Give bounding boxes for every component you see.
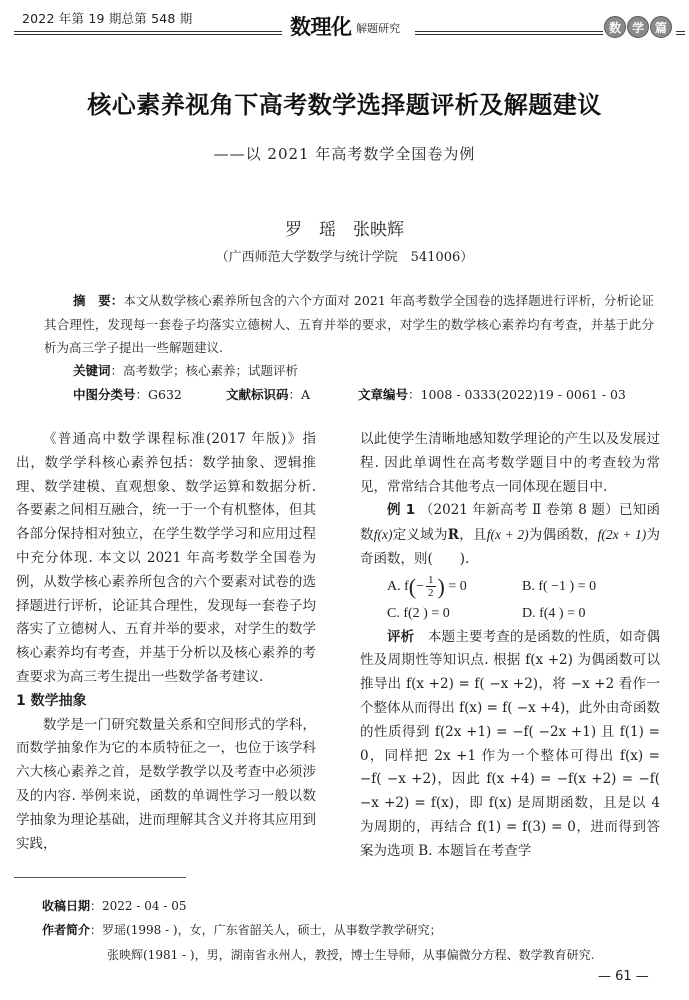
- clc-label: 中图分类号: [73, 387, 136, 402]
- intro-paragraph: 《普通高中数学课程标准(2017 年版)》指出，数学学科核心素养包括：数学抽象、逻辑推理、数学建模、直观想象、数学运算和数据分析. 各要素之间相互融合，统一于一个有机整体，但其各部分保持相对独立，在学生数学学习和应用过程中充分体现. 本文以 2021 年高考数学全国卷为例，从数学核心素养所包含的六个要素对试卷的选择题进行评析，论证其合理性，发现每一套卷子均落实了立德树人、五育并举的要求，对学生的数学核心素养均有考查，并基于分析以及核心素养的考查要求为高三考生提出一些数学备考建议.: [16, 431, 316, 685]
- left-column: [16, 428, 316, 856]
- keywords: 关键词：高考数学；核心素养；试题评析: [73, 363, 299, 378]
- right-column: [360, 428, 660, 864]
- continuation-paragraph: 以此使学生清晰地感知数学理论的产生以及发展过程. 因此单调性在高考数学题目中的考查较为常见，常常结合其他考点一同体现在题目中.: [360, 431, 660, 495]
- analysis-paragraph: [360, 626, 660, 864]
- clc-number: 中图分类号：G632: [73, 387, 182, 402]
- bio-label: 作者简介: [42, 923, 91, 937]
- abstract-label: 摘 要: [73, 293, 111, 308]
- page-number: — 61 —: [598, 969, 649, 984]
- analysis-label: 评析: [387, 628, 415, 645]
- article-subtitle: ——以 2021 年高考数学全国卷为例: [213, 145, 476, 163]
- badge-xue-icon: 学: [627, 16, 649, 38]
- option-d: D. f(4 ) = 0: [522, 605, 586, 621]
- fraction: $\frac{1}{2}$: [428, 574, 434, 600]
- section-badges: [604, 16, 672, 38]
- option-b: B. f( −1 ) = 0: [522, 578, 597, 594]
- journal-section: 解题研究: [356, 22, 400, 35]
- real-numbers-symbol: R: [447, 527, 460, 544]
- analysis-text: 本题主要考查的是函数的性质，如奇偶性及周期性等知识点. 根据 f(x +2) 为偶函数可以推导出 f(x +2) = f( −x +2)，将 −x +2 看作一个整体从而得出 f(x) = f( −x +4)，此外由奇函数的性质得到 f(2x +1) = −f( −2x +1) 且 f(1) = 0，同样把 2x +1 作为一个整体可得出 f(x) = −f( −x +2)，因此 f(x +4) = −f(x +2) = −f( −x +2) = f(x)，即 f(x) 是周期函数，且是以 4 为周期的，再结合 f(1) = f(3) = 0，进而得到答案为选项 B. 本题旨在考查学: [360, 628, 661, 859]
- example-label: 例 1: [387, 502, 416, 519]
- abstract-text: 本文从数学核心素养所包含的六个方面对 2021 年高考数学全国卷的选择题进行评析，分析论证其合理性，发现每一套卷子均落实立德树人、五育并举的要求，对学生的数学核心素养均有考查，并基于此分析为高三学子提出一些解题建议.: [44, 293, 654, 355]
- clc-value: G632: [148, 387, 182, 402]
- article-number: 文章编号：1008 - 0333(2022)19 - 0061 - 03: [358, 387, 626, 402]
- received-label: 收稿日期: [42, 899, 91, 913]
- author-bio-1: [42, 921, 442, 938]
- journal-brand: 数理化: [290, 15, 352, 39]
- doc-code-value: A: [301, 387, 311, 402]
- article-authors: 罗 瑶 张映辉: [285, 220, 404, 240]
- badge-pian-icon: 篇: [650, 16, 672, 38]
- issue-info: 2022 年第 19 期总第 548 期: [22, 11, 193, 26]
- keywords-value: 高考数学；核心素养；试题评析: [123, 363, 299, 378]
- option-a: A. f(− $\frac{1}{2}$ ) = 0: [387, 573, 467, 600]
- example-source: （2021 年新高考 Ⅱ 卷第 8 题）已知函数: [360, 502, 661, 544]
- abstract: 摘 要：本文从数学核心素养所包含的六个方面对 2021 年高考数学全国卷的选择题进行评析，分析论证其合理性，发现每一套卷子均落实立德树人、五育并举的要求，对学生的数学核心素养均有考查，并基于此分析为高三学子提出一些解题建议.: [44, 293, 654, 355]
- received-date: [42, 897, 186, 914]
- header-rule-right: [415, 31, 603, 35]
- keywords-label: 关键词: [73, 363, 111, 378]
- author-affiliation: （广西师范大学数学与统计学院 541006）: [215, 250, 474, 265]
- article-no-value: 1008 - 0333(2022)19 - 0061 - 03: [420, 387, 626, 402]
- section-1-paragraph: 数学是一门研究数量关系和空间形式的学科，而数学抽象作为它的本质特征之一，也位于该学科六大核心素养之首，是数学教学以及考查中必须涉及的内容. 举例来说，函数的单调性学习一般以数学抽象为理论基础，进而理解其含义并将其应用到实践，: [16, 716, 316, 852]
- badge-shu-icon: 数: [604, 16, 626, 38]
- bio-1-text: ：罗瑶(1998 - )，女，广东省韶关人，硕士，从事数学教学研究；: [90, 923, 442, 937]
- example-1: 例 1 （2021 年新高考 Ⅱ 卷第 8 题）已知函数f(x)定义域为R，且f(x + 2)为偶函数，f(2x + 1)为奇函数，则( ).: [360, 502, 661, 567]
- option-c: C. f(2 ) = 0: [387, 605, 450, 621]
- article-title: 核心素养视角下高考数学选择题评析及解题建议: [87, 91, 602, 119]
- footnote-divider: [14, 877, 186, 878]
- header-rule-left: [14, 31, 282, 35]
- section-1-heading: 1 数学抽象: [16, 692, 87, 709]
- document-code: 文献标识码：A: [226, 387, 311, 402]
- doc-code-label: 文献标识码: [226, 387, 289, 402]
- author-bio-2: 张映辉(1981 - )，男，湖南省永州人，教授，博士生导师，从事偏微分方程、数学教育研究.: [107, 948, 595, 962]
- header-rule-tail: [676, 31, 685, 35]
- received-value: ：2022 - 04 - 05: [90, 899, 187, 913]
- article-no-label: 文章编号: [358, 387, 409, 402]
- answer-options: [360, 572, 660, 626]
